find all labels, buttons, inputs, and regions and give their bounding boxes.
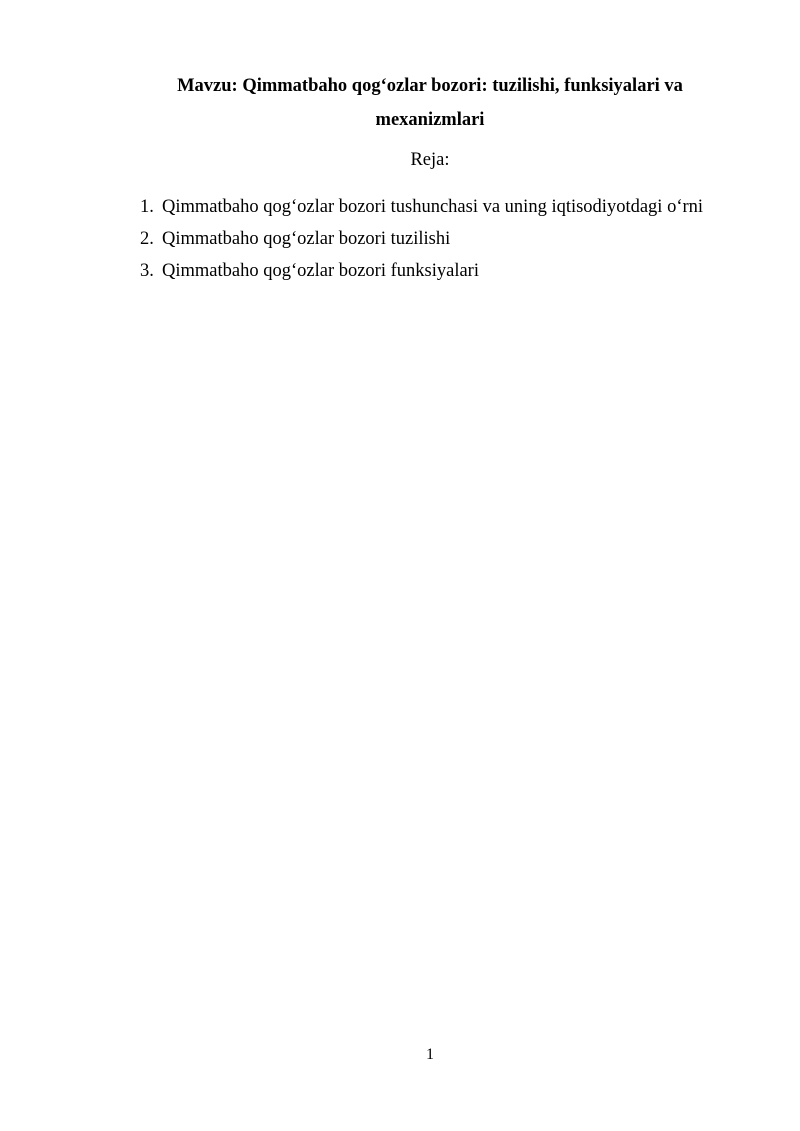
plan-item-number: 3. <box>140 261 154 281</box>
plan-item <box>140 229 703 261</box>
plan-item <box>140 197 703 229</box>
plan-list <box>140 197 703 293</box>
plan-item-text: Qimmatbaho qog‘ozlar bozori tushunchasi va uning iqtisodiyotdagi o‘rni <box>162 197 704 217</box>
plan-item-text: Qimmatbaho qog‘ozlar bozori funksiyalari <box>162 261 479 281</box>
page-number: 1 <box>426 1046 434 1063</box>
plan-item-number: 1. <box>140 197 154 217</box>
document-title-continuation: mexanizmlari <box>375 110 485 130</box>
plan-heading: Reja: <box>410 150 450 170</box>
plan-item-text: Qimmatbaho qog‘ozlar bozori tuzilishi <box>162 229 451 249</box>
plan-item <box>140 261 703 293</box>
document-title: Mavzu: Qimmatbaho qog‘ozlar bozori: tuzilishi, funksiyalari va <box>177 76 683 96</box>
plan-item-number: 2. <box>140 229 154 249</box>
